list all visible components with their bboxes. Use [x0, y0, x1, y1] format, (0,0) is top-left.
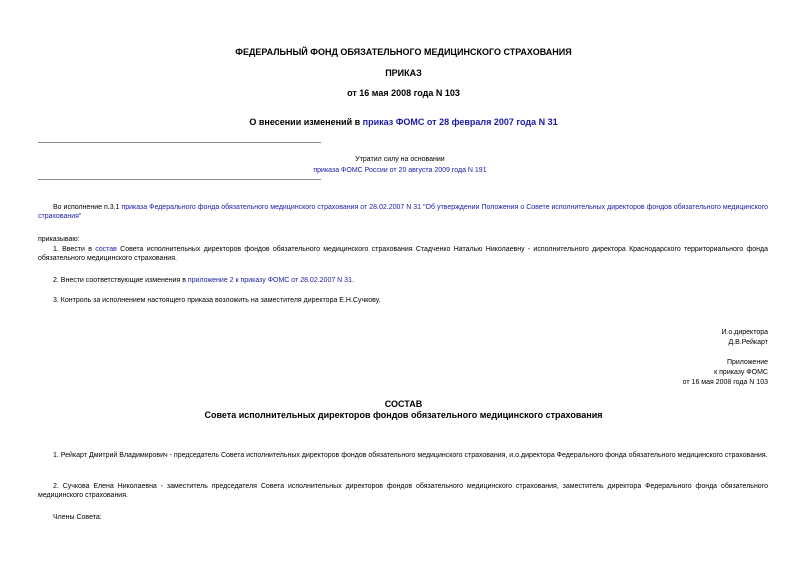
status-line: Утратил силу на основании [355, 156, 445, 163]
item-1-prefix: 1. Ввести в [53, 246, 96, 253]
composition-title: СОСТАВ [384, 399, 423, 409]
subject-prefix: О внесении изменений в [249, 117, 363, 127]
signature-name: Д.В.Рейкарт [728, 339, 768, 346]
intro-paragraph [38, 203, 768, 221]
signature-position: И.о.директора [721, 329, 768, 336]
composition-members-label: Члены Совета: [53, 514, 102, 521]
item-2 [53, 276, 354, 285]
org-title: ФЕДЕРАЛЬНЫЙ ФОНД ОБЯЗАТЕЛЬНОГО МЕДИЦИНСКОГО СТРАХОВАНИЯ [235, 47, 572, 57]
doc-subject [0, 117, 807, 127]
appendix-line-3: от 16 мая 2008 года N 103 [682, 379, 768, 386]
composition-item-2: 2. Сучкова Елена Николаевна - заместитель председателя Совета исполнительных директоров фондов обязательного медицинского страхования, заместитель директора Федерального фонда обязательного медицинского страхования. [38, 483, 768, 499]
appendix-line-2: к приказу ФОМС [714, 369, 768, 376]
order-word: приказываю: [38, 236, 80, 243]
subject-link[interactable]: приказ ФОМС от 28 февраля 2007 года N 31 [362, 117, 558, 127]
composition-subtitle: Совета исполнительных директоров фондов обязательного медицинского страхования [204, 410, 603, 420]
appendix-line-1: Приложение [726, 359, 768, 366]
item-3: 3. Контроль за исполнением настоящего приказа возложить на заместителя директора Е.Н.Сучкову. [53, 297, 381, 304]
doc-type: ПРИКАЗ [385, 68, 422, 78]
item-1 [38, 245, 768, 263]
rule-top [38, 142, 321, 143]
item-2-prefix: 2. Внести соответствующие изменения в [53, 277, 188, 284]
intro-link[interactable]: приказа Федерального фонда обязательного медицинского страхования от 28.02.2007 N 31 "Об утверждении Положения о Совете исполнительных директоров фондов обязательного медицинского страхования" [38, 204, 768, 220]
composition-item-1: 1. Рейкарт Дмитрий Владимирович - председатель Совета исполнительных директоров фондов обязательного медицинского страхования, и.о.директора Федерального фонда обязательного медицинского страхования. [53, 452, 768, 459]
doc-date-number: от 16 мая 2008 года N 103 [347, 88, 460, 98]
intro-prefix: Во исполнение п.3.1 [53, 204, 122, 211]
rule-bottom [38, 179, 321, 180]
item-1-link[interactable]: состав [95, 246, 117, 253]
item-2-link[interactable]: приложение 2 к приказу ФОМС от 28.02.2007 N 31 [187, 277, 352, 284]
item-1-suffix: Совета исполнительных директоров фондов обязательного медицинского страхования Стадченко Наталью Николаевну - исполнительного директора Краснодарского территориального фонда обязательного медицинского страхования. [38, 246, 768, 262]
item-2-suffix: . [351, 277, 354, 284]
status-link[interactable]: приказа ФОМС России от 20 августа 2009 года N 191 [313, 167, 487, 174]
